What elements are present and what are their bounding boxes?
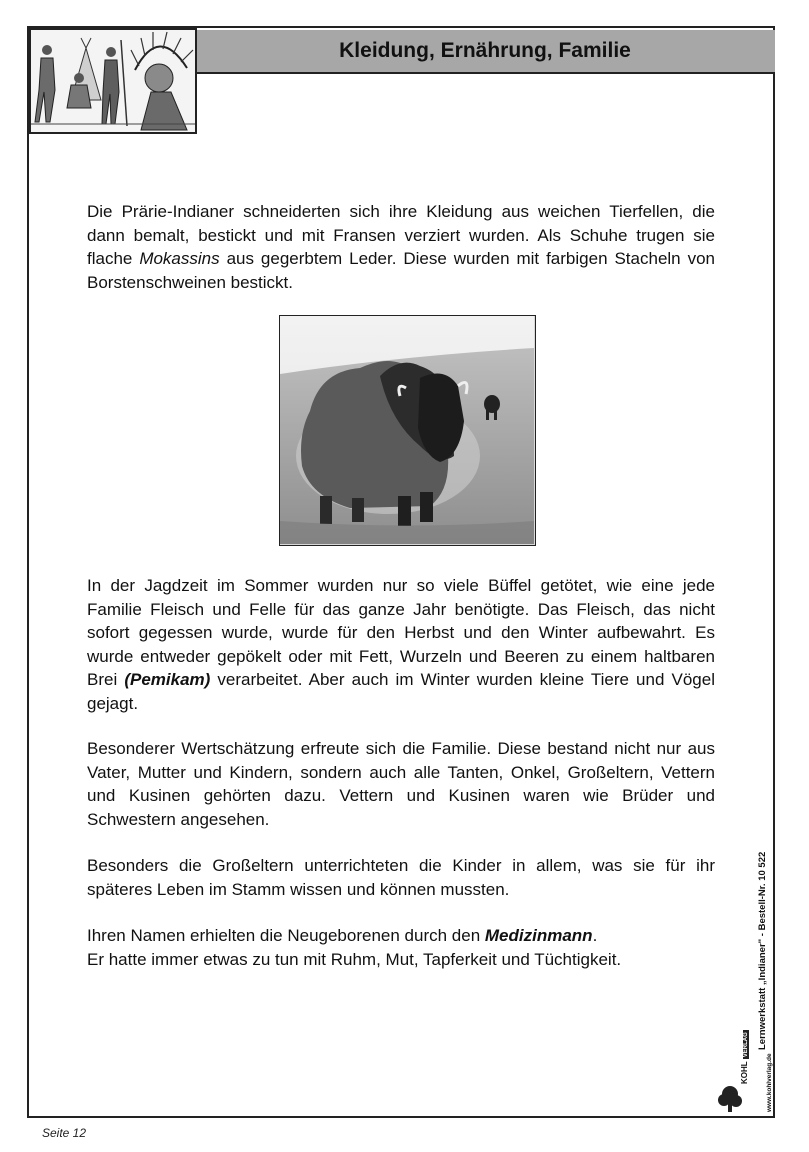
paragraph-text: In der Jagdzeit im Sommer wurden nur so viele Büffel getötet, wie eine jede Familie Fleisch und Felle für das ganze Jahr benötigte. Das Fleisch, das nicht sofort gegessen wurde, wurde für den Herbst und den Winter aufbewahrt. Es wurde entweder gepökelt oder mit Fett, Wurzeln und Beeren zu einem haltbaren Brei <box>87 576 715 689</box>
indian-figures-icon <box>31 30 195 132</box>
paragraph-text: Ihren Namen erhielten die Neugeborenen durch den <box>87 926 485 945</box>
emphasis-mokassins: Mokassins <box>139 249 220 268</box>
publisher-name <box>740 1030 749 1084</box>
paragraph-text: Die Prärie-Indianer schneiderten sich ihre Kleidung aus weichen Tierfellen, die dann bemalt, bestickt und mit Fransen verziert wurden. Als Schuhe trugen sie flache <box>87 202 715 268</box>
order-info: Lernwerkstatt „Indianer" - Bestell-Nr. 10 522 <box>757 851 768 1050</box>
paragraph-text: Er hatte immer etwas zu tun mit Ruhm, Mut, Tapferkeit und Tüchtigkeit. <box>87 949 622 969</box>
indian-illustration <box>29 28 197 134</box>
publisher-name-text: KOHL <box>740 1061 749 1084</box>
publisher-tag: VERLAG <box>743 1032 749 1058</box>
paragraph-clothing <box>87 200 715 294</box>
bison-icon <box>280 316 534 544</box>
paragraph-names <box>87 924 715 971</box>
emphasis-pemikam: (Pemikam) <box>124 670 211 689</box>
publisher-url: www.kohlverlag.de <box>766 1053 773 1112</box>
paragraph-grandparents: Besonders die Großeltern unterrichteten die Kinder in allem, was sie für ihr späteres Leben im Stamm wissen und können mussten. <box>87 856 715 899</box>
emphasis-medizinmann: Medizinmann <box>484 926 593 945</box>
page-title: Kleidung, Ernährung, Familie <box>339 39 631 62</box>
paragraph-food <box>87 574 715 715</box>
paragraph-text: verarbeitet. Aber auch im Winter wurden kleine Tiere und Vögel gejagt. <box>87 670 715 713</box>
page-number: Seite 12 <box>42 1126 87 1140</box>
tree-logo-icon <box>716 1040 760 1114</box>
bison-photo <box>279 315 536 546</box>
paragraph-text: . <box>592 926 598 945</box>
header-bar <box>195 30 775 74</box>
publisher-logo <box>716 1032 760 1114</box>
paragraph-text: aus gegerbtem Leder. Diese wurden mit farbigen Stacheln von Borstenschweinen bestickt. <box>87 249 715 292</box>
paragraph-family: Besonderer Wertschätzung erfreute sich die Familie. Diese bestand nicht nur aus Vater, Mutter und Kindern, sondern auch alle Tanten, Onkel, Großeltern, Vettern und Kusinen gehörten dazu. Vettern und Kusinen waren wie Brüder und Schwestern angesehen. <box>87 739 715 829</box>
